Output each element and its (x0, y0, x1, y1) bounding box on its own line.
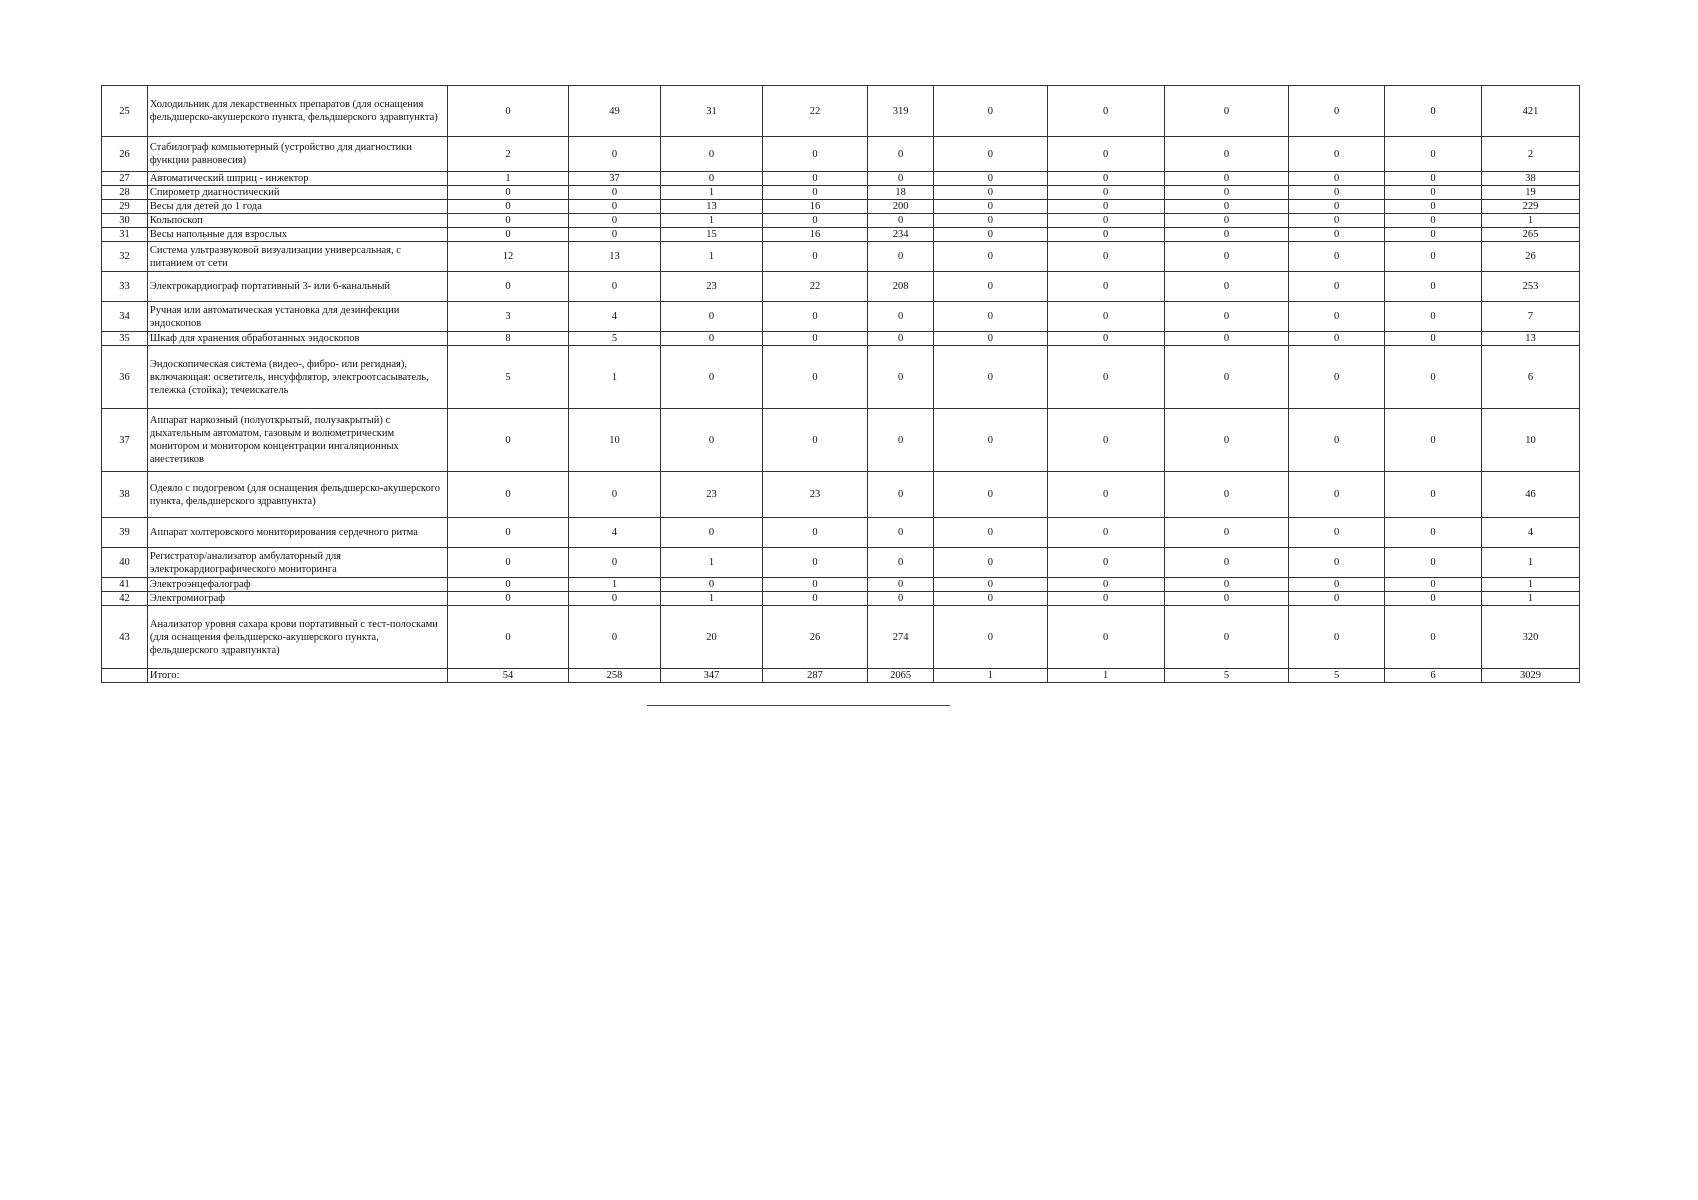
row-number-cell: 37 (102, 409, 148, 472)
quantity-cell: 0 (1289, 302, 1385, 332)
quantity-cell: 0 (1164, 186, 1288, 200)
equipment-name-cell: Электроэнцефалограф (147, 578, 447, 592)
quantity-cell: 0 (934, 346, 1047, 409)
row-total-cell: 320 (1482, 606, 1580, 669)
quantity-cell: 22 (762, 272, 867, 302)
row-total-cell: 229 (1482, 200, 1580, 214)
quantity-cell: 0 (762, 242, 867, 272)
quantity-cell: 0 (660, 332, 762, 346)
quantity-cell: 49 (569, 86, 661, 137)
quantity-cell: 0 (1385, 332, 1482, 346)
quantity-cell: 258 (569, 669, 661, 683)
quantity-cell: 0 (1164, 592, 1288, 606)
equipment-name-cell: Автоматический шприц - инжектор (147, 172, 447, 186)
quantity-cell: 0 (1289, 186, 1385, 200)
table-row (102, 242, 1580, 272)
quantity-cell: 0 (569, 592, 661, 606)
quantity-cell: 0 (1047, 137, 1164, 172)
quantity-cell: 0 (934, 518, 1047, 548)
row-total-cell: 38 (1482, 172, 1580, 186)
quantity-cell: 0 (1289, 86, 1385, 137)
quantity-cell: 2 (447, 137, 568, 172)
signature-line (647, 705, 950, 706)
quantity-cell: 0 (867, 214, 933, 228)
quantity-cell: 20 (660, 606, 762, 669)
quantity-cell: 0 (447, 578, 568, 592)
row-total-cell: 19 (1482, 186, 1580, 200)
quantity-cell: 0 (1047, 518, 1164, 548)
quantity-cell: 0 (1289, 518, 1385, 548)
quantity-cell: 0 (1164, 332, 1288, 346)
quantity-cell: 0 (934, 86, 1047, 137)
quantity-cell: 5 (1289, 669, 1385, 683)
quantity-cell: 0 (1385, 242, 1482, 272)
quantity-cell: 0 (867, 548, 933, 578)
equipment-name-cell: Система ультразвуковой визуализации универсальная, с питанием от сети (147, 242, 447, 272)
quantity-cell: 0 (569, 214, 661, 228)
quantity-cell: 0 (1047, 228, 1164, 242)
row-total-cell: 6 (1482, 346, 1580, 409)
quantity-cell: 26 (762, 606, 867, 669)
quantity-cell: 0 (934, 548, 1047, 578)
quantity-cell: 0 (762, 214, 867, 228)
quantity-cell: 0 (1385, 137, 1482, 172)
quantity-cell: 1 (569, 346, 661, 409)
quantity-cell: 1 (447, 172, 568, 186)
quantity-cell: 0 (1047, 592, 1164, 606)
table-row (102, 518, 1580, 548)
quantity-cell: 5 (1164, 669, 1288, 683)
quantity-cell: 23 (660, 472, 762, 518)
row-number-cell: 41 (102, 578, 148, 592)
quantity-cell: 0 (1289, 409, 1385, 472)
quantity-cell: 0 (1164, 172, 1288, 186)
quantity-cell: 0 (569, 272, 661, 302)
table-row (102, 86, 1580, 137)
quantity-cell: 0 (447, 272, 568, 302)
quantity-cell: 0 (1289, 200, 1385, 214)
quantity-cell: 0 (1289, 472, 1385, 518)
quantity-cell: 0 (569, 200, 661, 214)
quantity-cell: 0 (1047, 548, 1164, 578)
quantity-cell: 0 (1289, 137, 1385, 172)
quantity-cell: 0 (1385, 200, 1482, 214)
equipment-name-cell: Весы напольные для взрослых (147, 228, 447, 242)
quantity-cell: 0 (569, 548, 661, 578)
quantity-cell: 0 (1047, 186, 1164, 200)
equipment-name-cell: Стабилограф компьютерный (устройство для диагностики функции равновесия) (147, 137, 447, 172)
quantity-cell: 0 (660, 172, 762, 186)
row-number-cell: 34 (102, 302, 148, 332)
quantity-cell: 22 (762, 86, 867, 137)
quantity-cell: 1 (660, 592, 762, 606)
row-number-cell: 42 (102, 592, 148, 606)
table-row (102, 302, 1580, 332)
quantity-cell: 0 (1164, 302, 1288, 332)
quantity-cell: 0 (569, 137, 661, 172)
quantity-cell: 1 (934, 669, 1047, 683)
quantity-cell: 0 (1385, 518, 1482, 548)
quantity-cell: 0 (934, 302, 1047, 332)
quantity-cell: 1 (660, 186, 762, 200)
quantity-cell: 0 (1385, 228, 1482, 242)
quantity-cell: 0 (1385, 272, 1482, 302)
quantity-cell: 0 (934, 214, 1047, 228)
row-total-cell: 7 (1482, 302, 1580, 332)
quantity-cell: 0 (1164, 518, 1288, 548)
quantity-cell: 0 (1385, 592, 1482, 606)
row-number-cell: 35 (102, 332, 148, 346)
quantity-cell: 0 (1164, 409, 1288, 472)
equipment-name-cell: Ручная или автоматическая установка для дезинфекции эндоскопов (147, 302, 447, 332)
quantity-cell: 0 (934, 172, 1047, 186)
equipment-name-cell: Шкаф для хранения обработанных эндоскопов (147, 332, 447, 346)
quantity-cell: 347 (660, 669, 762, 683)
table-row (102, 548, 1580, 578)
equipment-name-cell: Электрокардиограф портативный 3- или 6-канальный (147, 272, 447, 302)
row-total-cell: 3029 (1482, 669, 1580, 683)
quantity-cell: 208 (867, 272, 933, 302)
equipment-name-cell: Эндоскопическая система (видео-, фибро- или регидная), включающая: осветитель, инсуффлятор, электроотсасыватель, тележка (стойка); течеискатель (147, 346, 447, 409)
table-row (102, 186, 1580, 200)
quantity-cell: 0 (1289, 346, 1385, 409)
row-number-cell: 33 (102, 272, 148, 302)
table-row (102, 346, 1580, 409)
quantity-cell: 0 (934, 242, 1047, 272)
quantity-cell: 1 (569, 578, 661, 592)
quantity-cell: 0 (867, 302, 933, 332)
quantity-cell: 0 (1047, 409, 1164, 472)
quantity-cell: 0 (660, 409, 762, 472)
quantity-cell: 0 (1047, 346, 1164, 409)
quantity-cell: 0 (447, 472, 568, 518)
quantity-cell: 0 (447, 200, 568, 214)
quantity-cell: 0 (1047, 302, 1164, 332)
quantity-cell: 0 (1047, 472, 1164, 518)
quantity-cell: 6 (1385, 669, 1482, 683)
row-total-cell: 253 (1482, 272, 1580, 302)
quantity-cell: 0 (762, 186, 867, 200)
quantity-cell: 0 (1164, 86, 1288, 137)
quantity-cell: 0 (934, 606, 1047, 669)
quantity-cell: 0 (1164, 548, 1288, 578)
quantity-cell: 0 (934, 200, 1047, 214)
quantity-cell: 0 (1047, 200, 1164, 214)
quantity-cell: 1 (1047, 669, 1164, 683)
quantity-cell: 0 (1289, 228, 1385, 242)
row-number-cell: 40 (102, 548, 148, 578)
row-number-cell: 28 (102, 186, 148, 200)
table-row (102, 578, 1580, 592)
quantity-cell: 4 (569, 302, 661, 332)
quantity-cell: 0 (1385, 346, 1482, 409)
table-row (102, 228, 1580, 242)
quantity-cell: 0 (569, 472, 661, 518)
quantity-cell: 0 (934, 228, 1047, 242)
quantity-cell: 0 (762, 346, 867, 409)
row-number-cell: 43 (102, 606, 148, 669)
quantity-cell: 0 (1164, 137, 1288, 172)
quantity-cell: 0 (447, 592, 568, 606)
quantity-cell: 0 (1289, 172, 1385, 186)
quantity-cell: 0 (1385, 472, 1482, 518)
quantity-cell: 0 (1164, 472, 1288, 518)
quantity-cell: 0 (447, 86, 568, 137)
quantity-cell: 0 (762, 592, 867, 606)
quantity-cell: 0 (1164, 228, 1288, 242)
quantity-cell: 0 (1164, 200, 1288, 214)
quantity-cell: 0 (1385, 86, 1482, 137)
row-total-cell: 2 (1482, 137, 1580, 172)
quantity-cell: 37 (569, 172, 661, 186)
quantity-cell: 23 (762, 472, 867, 518)
quantity-cell: 0 (1289, 578, 1385, 592)
quantity-cell: 0 (1047, 332, 1164, 346)
quantity-cell: 0 (660, 578, 762, 592)
quantity-cell: 0 (447, 228, 568, 242)
quantity-cell: 0 (867, 578, 933, 592)
quantity-cell: 0 (762, 578, 867, 592)
row-number-cell: 36 (102, 346, 148, 409)
row-total-cell: 1 (1482, 592, 1580, 606)
row-total-cell: 265 (1482, 228, 1580, 242)
table-row (102, 272, 1580, 302)
quantity-cell: 200 (867, 200, 933, 214)
quantity-cell: 0 (1289, 606, 1385, 669)
equipment-name-cell: Регистратор/анализатор амбулаторный для электрокардиографического мониторинга (147, 548, 447, 578)
row-total-cell: 1 (1482, 548, 1580, 578)
quantity-cell: 0 (867, 592, 933, 606)
row-total-cell: 10 (1482, 409, 1580, 472)
quantity-cell: 0 (1385, 302, 1482, 332)
quantity-cell: 0 (867, 172, 933, 186)
quantity-cell: 0 (1047, 172, 1164, 186)
equipment-name-cell: Весы для детей до 1 года (147, 200, 447, 214)
row-total-cell: 1 (1482, 578, 1580, 592)
quantity-cell: 1 (660, 214, 762, 228)
quantity-cell: 13 (660, 200, 762, 214)
table-row (102, 592, 1580, 606)
quantity-cell: 0 (660, 346, 762, 409)
quantity-cell: 0 (447, 518, 568, 548)
quantity-cell: 0 (569, 228, 661, 242)
row-total-cell: 46 (1482, 472, 1580, 518)
quantity-cell: 0 (934, 592, 1047, 606)
row-number-cell: 30 (102, 214, 148, 228)
quantity-cell: 1 (660, 548, 762, 578)
quantity-cell: 5 (569, 332, 661, 346)
quantity-cell: 0 (934, 578, 1047, 592)
quantity-cell: 0 (762, 518, 867, 548)
quantity-cell: 0 (569, 186, 661, 200)
equipment-name-cell: Кольпоскоп (147, 214, 447, 228)
quantity-cell: 274 (867, 606, 933, 669)
quantity-cell: 0 (660, 518, 762, 548)
table-row (102, 172, 1580, 186)
equipment-name-cell: Электромиограф (147, 592, 447, 606)
table-row (102, 214, 1580, 228)
quantity-cell: 0 (1385, 578, 1482, 592)
quantity-cell: 12 (447, 242, 568, 272)
table-row (102, 606, 1580, 669)
table-row (102, 409, 1580, 472)
total-label-cell: Итого: (147, 669, 447, 683)
quantity-cell: 0 (1047, 606, 1164, 669)
row-number-cell: 26 (102, 137, 148, 172)
quantity-cell: 0 (867, 409, 933, 472)
equipment-name-cell: Аппарат холтеровского мониторирования сердечного ритма (147, 518, 447, 548)
quantity-cell: 5 (447, 346, 568, 409)
quantity-cell: 0 (447, 606, 568, 669)
quantity-cell: 0 (762, 172, 867, 186)
quantity-cell: 0 (660, 137, 762, 172)
quantity-cell: 0 (1164, 578, 1288, 592)
quantity-cell: 234 (867, 228, 933, 242)
quantity-cell: 0 (1047, 214, 1164, 228)
quantity-cell: 0 (447, 214, 568, 228)
quantity-cell: 0 (934, 137, 1047, 172)
quantity-cell: 0 (867, 242, 933, 272)
quantity-cell: 0 (1164, 272, 1288, 302)
quantity-cell: 0 (1289, 214, 1385, 228)
quantity-cell: 0 (1289, 592, 1385, 606)
quantity-cell: 0 (934, 472, 1047, 518)
quantity-cell: 0 (762, 137, 867, 172)
equipment-name-cell: Спирометр диагностический (147, 186, 447, 200)
quantity-cell: 0 (934, 186, 1047, 200)
quantity-cell: 1 (660, 242, 762, 272)
equipment-name-cell: Холодильник для лекарственных препаратов (для оснащения фельдшерско-акушерского пункта, фельдшерского здравпункта) (147, 86, 447, 137)
quantity-cell: 0 (1047, 272, 1164, 302)
quantity-cell: 0 (934, 409, 1047, 472)
quantity-cell: 0 (1385, 606, 1482, 669)
quantity-cell: 287 (762, 669, 867, 683)
quantity-cell: 0 (1289, 548, 1385, 578)
equipment-name-cell: Анализатор уровня сахара крови портативный с тест-полосками (для оснащения фельдшерско-акушерского пункта, фельдшерского здравпункта) (147, 606, 447, 669)
row-total-cell: 13 (1482, 332, 1580, 346)
quantity-cell: 0 (1047, 242, 1164, 272)
quantity-cell: 0 (867, 346, 933, 409)
quantity-cell: 0 (1289, 272, 1385, 302)
table-row (102, 137, 1580, 172)
quantity-cell: 0 (1047, 86, 1164, 137)
quantity-cell: 0 (762, 548, 867, 578)
quantity-cell: 0 (867, 472, 933, 518)
quantity-cell: 0 (447, 409, 568, 472)
quantity-cell: 2065 (867, 669, 933, 683)
quantity-cell: 10 (569, 409, 661, 472)
quantity-cell: 4 (569, 518, 661, 548)
quantity-cell: 0 (867, 332, 933, 346)
quantity-cell: 3 (447, 302, 568, 332)
quantity-cell: 0 (1164, 346, 1288, 409)
quantity-cell: 0 (1047, 578, 1164, 592)
row-number-cell: 27 (102, 172, 148, 186)
quantity-cell: 0 (447, 186, 568, 200)
quantity-cell: 0 (1385, 548, 1482, 578)
row-total-cell: 26 (1482, 242, 1580, 272)
row-number-cell: 25 (102, 86, 148, 137)
quantity-cell: 0 (1289, 242, 1385, 272)
quantity-cell: 16 (762, 228, 867, 242)
row-total-cell: 1 (1482, 214, 1580, 228)
quantity-cell: 0 (569, 606, 661, 669)
total-row (102, 669, 1580, 683)
quantity-cell: 0 (762, 302, 867, 332)
quantity-cell: 319 (867, 86, 933, 137)
quantity-cell: 0 (447, 548, 568, 578)
quantity-cell: 13 (569, 242, 661, 272)
row-number-cell: 39 (102, 518, 148, 548)
quantity-cell: 0 (660, 302, 762, 332)
quantity-cell: 0 (1385, 186, 1482, 200)
table-row (102, 332, 1580, 346)
equipment-name-cell: Одеяло с подогревом (для оснащения фельдшерско-акушерского пункта, фельдшерского здравпункта) (147, 472, 447, 518)
quantity-cell: 0 (867, 137, 933, 172)
row-number-cell: 31 (102, 228, 148, 242)
equipment-table (101, 85, 1580, 683)
quantity-cell: 54 (447, 669, 568, 683)
quantity-cell: 16 (762, 200, 867, 214)
row-number-cell: 29 (102, 200, 148, 214)
quantity-cell: 0 (1164, 214, 1288, 228)
quantity-cell: 0 (867, 518, 933, 548)
quantity-cell: 23 (660, 272, 762, 302)
row-total-cell: 421 (1482, 86, 1580, 137)
table-row (102, 200, 1580, 214)
row-number-cell (102, 669, 148, 683)
table-row (102, 472, 1580, 518)
quantity-cell: 0 (762, 332, 867, 346)
quantity-cell: 15 (660, 228, 762, 242)
quantity-cell: 0 (1164, 242, 1288, 272)
quantity-cell: 0 (1164, 606, 1288, 669)
quantity-cell: 0 (1385, 409, 1482, 472)
quantity-cell: 0 (934, 332, 1047, 346)
quantity-cell: 0 (1385, 172, 1482, 186)
row-number-cell: 38 (102, 472, 148, 518)
quantity-cell: 8 (447, 332, 568, 346)
quantity-cell: 31 (660, 86, 762, 137)
quantity-cell: 0 (1289, 332, 1385, 346)
quantity-cell: 0 (1385, 214, 1482, 228)
row-total-cell: 4 (1482, 518, 1580, 548)
row-number-cell: 32 (102, 242, 148, 272)
quantity-cell: 0 (762, 409, 867, 472)
quantity-cell: 0 (934, 272, 1047, 302)
quantity-cell: 18 (867, 186, 933, 200)
equipment-name-cell: Аппарат наркозный (полуоткрытый, полузакрытый) с дыхательным автоматом, газовым и волюметрическим монитором и монитором концентрации ингаляционных анестетиков (147, 409, 447, 472)
